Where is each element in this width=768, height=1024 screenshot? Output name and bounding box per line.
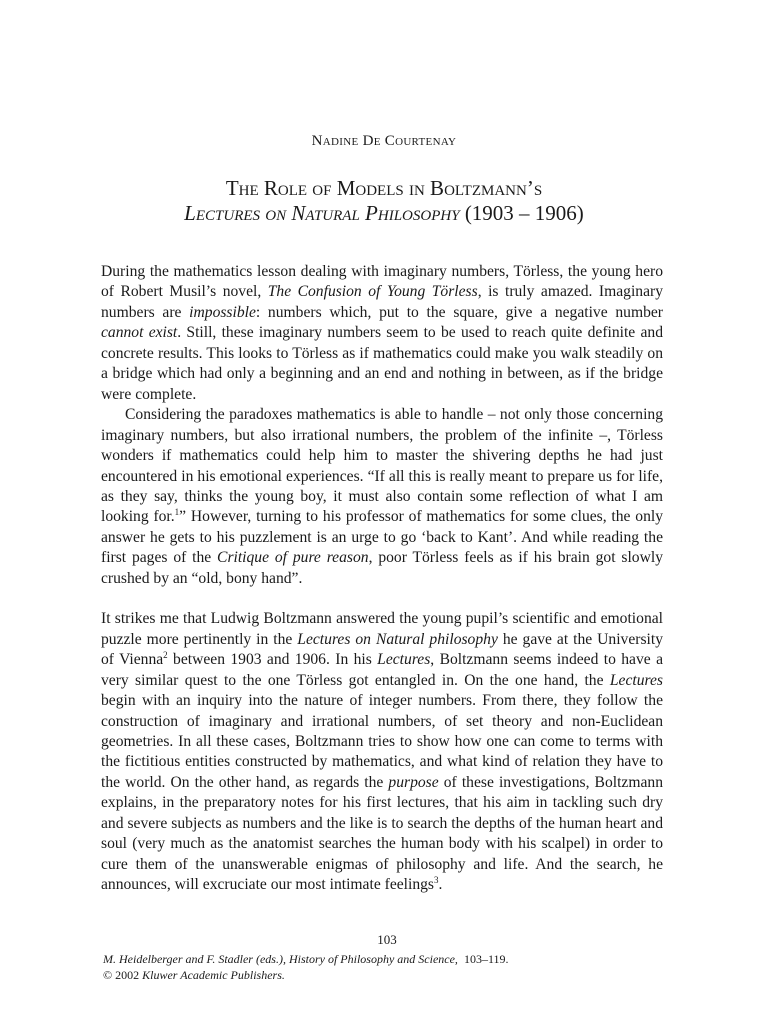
footer-citation [103,951,509,967]
copyright-symbol: © [103,968,113,982]
publication-footer [103,951,509,983]
article-title [0,176,768,226]
body-paragraph [101,262,663,405]
footer-year: 2002 [112,968,143,982]
italic-text: Lectures [377,651,431,669]
paragraph-text: of these investigations, Boltzmann explains, in the preparatory notes for his first lectures, that his aim in tackling such dry and severe subjects as numbers and the like is to search the depths of the human heart and soul (very much as the anatomist searches the human body with his scalpel) in order to cure them of the unanswerable enigmas of philosophy and life. And the search, he announces, will excruciate our most intimate feelings [101,773,663,894]
footnote-marker: 2 [163,650,168,661]
body-paragraph [101,405,663,589]
paragraph-text: ” However, turning to his professor of mathematics for some clues, the only answer he gets to his puzzlement is an urge to go ‘back to Kant’. And while reading the first pages of the [101,508,663,567]
title-line-1: The Role of Models in Boltzmann’s [225,176,543,200]
title-dates: (1903 – 1906) [459,201,584,225]
paragraph-text: he gave at the University of Vienna [101,630,663,669]
footnote-marker: 3 [434,875,439,886]
footer-editors: M. Heidelberger and F. Stadler (eds.), History of Philosophy and Science, [103,952,458,966]
italic-text: impossible [189,303,256,321]
italic-text: The Confusion of Young Törless [267,283,478,301]
title-line-2 [0,201,768,226]
paragraph-text: . [438,876,443,894]
paragraph-text: : numbers which, put to the square, give a negative number [255,303,663,321]
author-name: Nadine De Courtenay [311,133,457,149]
paragraph-text: begin with an inquiry into the nature of integer numbers. From there, they follow the construction of imaginary and irrational numbers, of set theory and non-Euclidean geometries. In all these cases, Boltzmann tries to show how one can come to terms with the fictitious entities constructed by mathematics, and what kind of relation they have to the world. On the other hand, as regards the [101,692,663,791]
paragraph-text: between 1903 and 1906. In his [167,651,378,669]
paragraph-text: , poor Törless feels as if his brain got slowly crushed by an “old, bony hand”. [101,549,663,587]
paragraph-text: , is truly amazed. Imaginary numbers are [101,283,664,321]
footer-copyright [103,967,509,983]
italic-text: Lectures on Natural philosophy [297,630,498,648]
footnote-marker: 1 [174,507,180,518]
paragraph-text: Considering the paradoxes mathematics is able to handle – not only those concerning imaginary numbers, but also irrational numbers, the problem of the infinite –, Törless wonders if mathematics could help him to master the shivering depths he had just encountered in his emotional experiences. “If all this is really meant to prepare us for life, as they say, thinks the young boy, it must also contain some reflection of what I am looking for. [101,406,663,526]
paragraph-text: During the mathematics lesson dealing with imaginary numbers, Törless, the young hero of Robert Musil’s novel, [101,263,663,301]
paragraph-text: . Still, these imaginary numbers seem to be used to reach quite definite and concrete results. This looks to Törless as if mathematics could make you walk steadily on a bridge which had only a beginning and an end and nothing in between, as if the bridge were complete. [101,324,663,403]
italic-text: Lectures [609,671,663,689]
italic-text: cannot exist [101,324,178,342]
footer-publisher: Kluwer Academic Publishers. [142,968,285,982]
title-italic-part: Lectures on Natural Philosophy [184,201,460,225]
body-paragraph [101,609,663,895]
footer-pages: 103–119. [457,952,509,966]
italic-text: purpose [388,773,439,791]
article-body [101,262,663,896]
page-number: 103 [377,932,397,947]
paragraph-text: , Boltzmann seems indeed to have a very similar quest to the one Törless got entangled in. On the one hand, the [101,651,663,689]
paragraph-text: It strikes me that Ludwig Boltzmann answered the young pupil’s scientific and emotional puzzle more pertinently in the [101,610,663,648]
italic-text: Critique of pure reason [217,549,369,567]
